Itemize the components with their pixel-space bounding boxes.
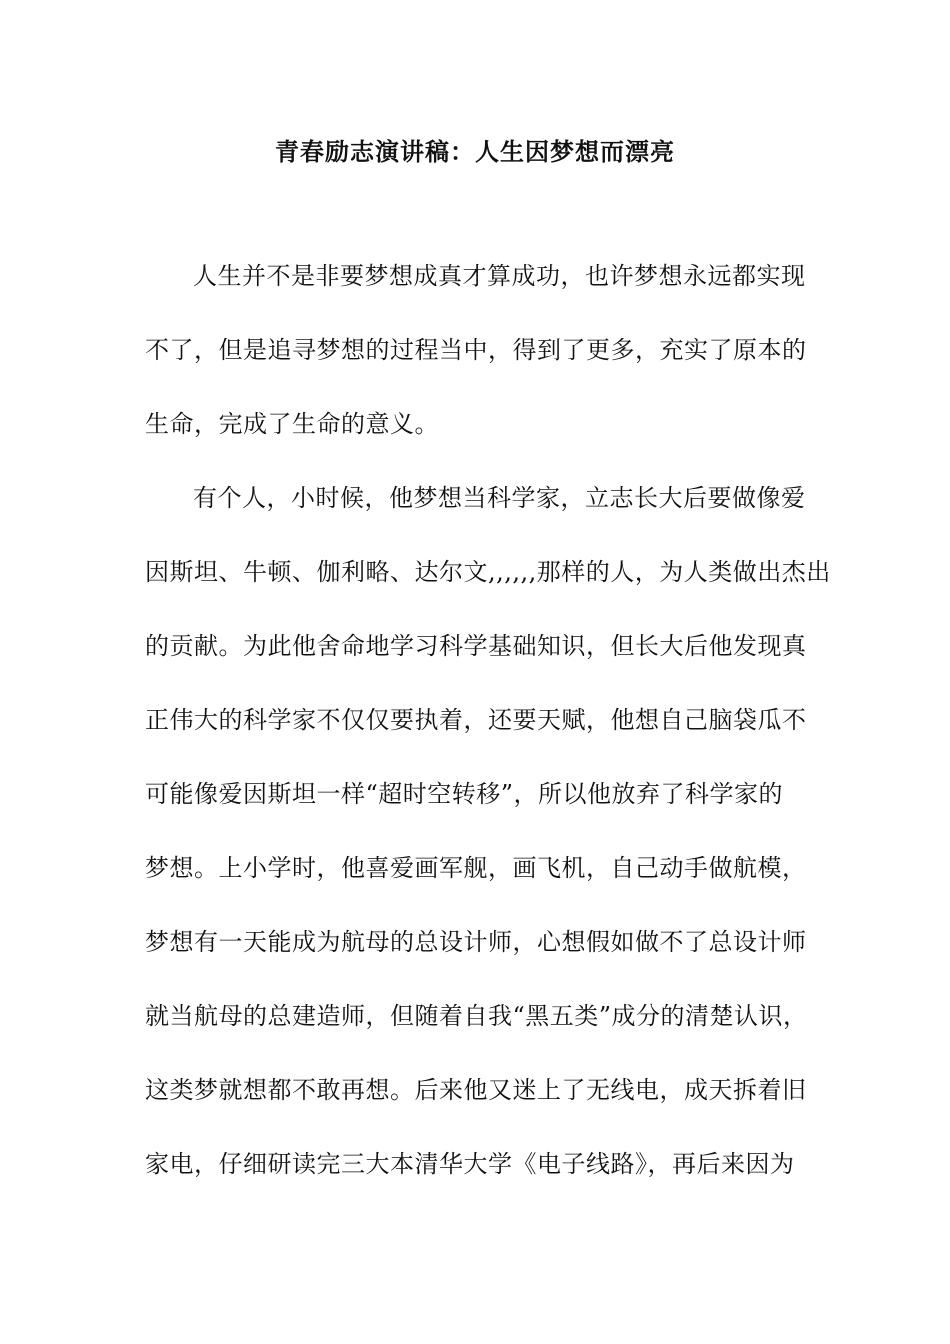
text-line: 不了，但是追寻梦想的过程当中，得到了更多，充实了原本的: [145, 336, 807, 364]
text-line: 梦想有一天能成为航母的总设计师，心想假如做不了总设计师: [145, 928, 807, 956]
text-line: 可能像爱因斯坦一样“超时空转移”，所以他放弃了科学家的: [145, 780, 784, 808]
text-line: 有个人，小时候，他梦想当科学家，立志长大后要做像爱: [193, 484, 806, 512]
text-line: 正伟大的科学家不仅仅要执着，还要天赋，他想自己脑袋瓜不: [145, 706, 807, 734]
text-line: 生命，完成了生命的意义。: [145, 410, 439, 438]
text-line: 梦想。上小学时，他喜爱画军舰，画飞机，自己动手做航模，: [145, 854, 807, 882]
text-line: 就当航母的总建造师，但随着自我“黑五类”成分的清楚认识，: [145, 1002, 808, 1030]
text-line: 的贡献。为此他舍命地学习科学基础知识，但长大后他发现真: [145, 632, 807, 660]
text-line: 这类梦就想都不敢再想。后来他又迷上了无线电，成天拆着旧: [145, 1076, 807, 1104]
document-title: 青春励志演讲稿：人生因梦想而漂亮: [275, 137, 675, 166]
text-line: 家电，仔细研读完三大本清华大学《电子线路》，再后来因为: [145, 1150, 795, 1178]
text-line: 因斯坦、牛顿、伽利略、达尔文,,,,,,那样的人，为人类做出杰出: [145, 558, 831, 586]
text-line: 人生并不是非要梦想成真才算成功，也许梦想永远都实现: [193, 262, 806, 290]
